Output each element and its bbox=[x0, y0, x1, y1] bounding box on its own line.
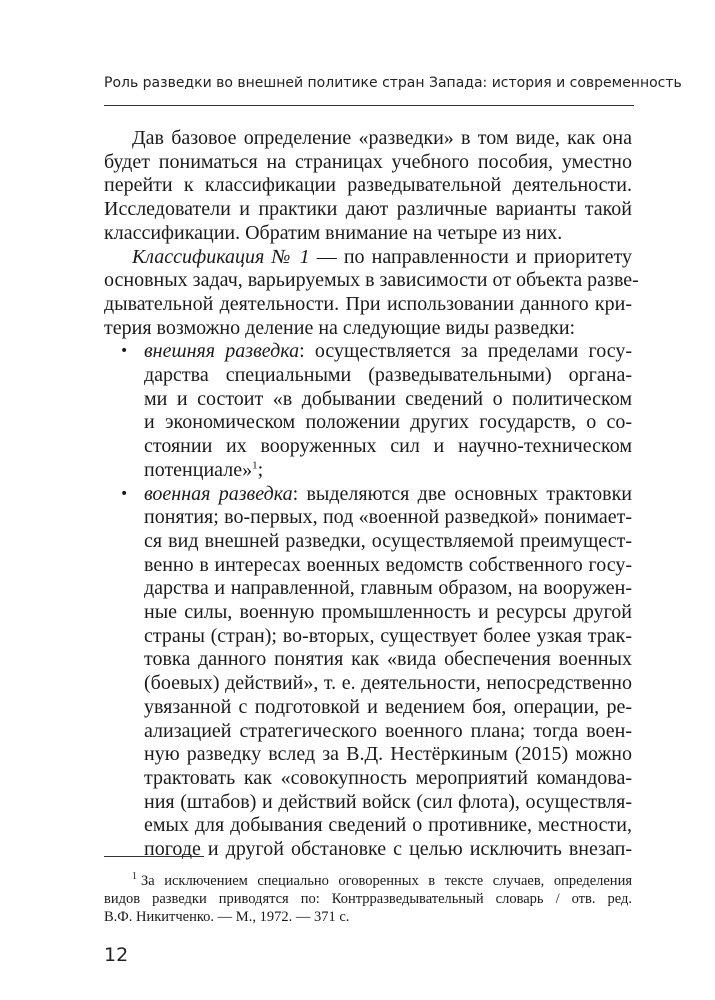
item-1-last-tail: ; bbox=[257, 458, 264, 481]
item-2-line-5: дарства и направленной, главным образом, на вооружен- bbox=[144, 577, 632, 600]
item-1-last-text: потенциале» bbox=[144, 458, 253, 481]
item-2-line-9: (боевых) действий», т. е. деятельности, непосредственно bbox=[144, 672, 632, 695]
footnote-separator bbox=[104, 856, 204, 857]
item-2-line-1-rest: : выделяются две основных трактовки bbox=[292, 482, 633, 505]
bullet-marker: • bbox=[120, 485, 129, 502]
running-header: Роль разведки во внешней политике стран Запада: история и современность bbox=[104, 75, 682, 91]
paragraph-2-line-1-rest: — по направленности и приоритету bbox=[309, 245, 632, 268]
footnote-reference[interactable]: 1 bbox=[252, 459, 258, 472]
item-1-line-1 bbox=[104, 340, 632, 364]
item-2-line-14: ния (штабов) и действий войск (сил флота), осуществля- bbox=[144, 790, 632, 813]
item-2-line-13: трактовать как «совокупность мероприятий командова- bbox=[144, 766, 632, 789]
paragraph-2-line-4: терия возможно деление на следующие виды разведки: bbox=[104, 316, 576, 339]
page-number: 12 bbox=[104, 944, 129, 966]
body-text bbox=[104, 127, 639, 862]
paragraph-2-line-1 bbox=[104, 246, 632, 270]
footnote bbox=[104, 872, 632, 926]
paragraph-1-line-4: Исследователи и практики дают различные варианты такой bbox=[104, 198, 632, 221]
footnote-marker: 1 bbox=[132, 871, 137, 883]
paragraph-1-line-2: будет пониматься на страницах учебного пособия, уместно bbox=[104, 150, 632, 173]
item-2-line-6: ные силы, военную промышленность и ресурсы другой bbox=[144, 601, 632, 624]
item-1-line-1-rest: : осуществляется за пределами госу- bbox=[299, 340, 632, 363]
item-2-line-15: емых для добывания сведений о противнике, местности, bbox=[144, 814, 632, 837]
item-2-line-2: понятия; во-первых, под «военной разведкой» понимает- bbox=[144, 506, 632, 529]
classification-label: Классификация № 1 bbox=[132, 245, 310, 268]
item-2-term: военная разведка bbox=[144, 482, 293, 505]
footnote-line-1 bbox=[104, 872, 632, 890]
item-2-line-7: страны (стран); во-вторых, существует более узкая трак- bbox=[144, 624, 632, 647]
footnote-line-3: В.Ф. Никитченко. — М., 1972. — 371 с. bbox=[104, 909, 350, 925]
item-2-line-4: венно в интересах военных ведомств собственного госу- bbox=[144, 553, 632, 576]
paragraph-2-line-2: основных задач, варьируемых в зависимости от объекта разве- bbox=[104, 269, 639, 292]
header-rule bbox=[104, 105, 634, 106]
item-2-line-1 bbox=[104, 483, 632, 507]
paragraph-1-line-1: Дав базовое определение «разведки» в том виде, как она bbox=[132, 127, 632, 149]
item-2-line-10: увязанной с подготовкой и ведением боя, операции, ре- bbox=[144, 695, 632, 718]
paragraph-1-line-3: перейти к классификации разведывательной деятельности. bbox=[104, 174, 632, 197]
item-2-line-8: товка данного понятия как «вида обеспечения военных bbox=[144, 648, 632, 671]
item-2-line-3: ся вид внешней разведки, осуществляемой преимущест- bbox=[144, 529, 632, 552]
item-2-line-11: ализацией стратегического военного плана; тогда воен- bbox=[144, 719, 632, 742]
paragraph-2-line-3: дывательной деятельности. При использовании данного кри- bbox=[104, 292, 632, 315]
item-1-term: внешняя разведка bbox=[144, 340, 300, 363]
paragraph-1-line-5: классификации. Обратим внимание на четыре из них. bbox=[104, 221, 563, 244]
item-2-line-12: ную разведку вслед за В.Д. Нестёркиным (2015) можно bbox=[144, 743, 632, 766]
item-1-line-3: ми и состоит «в добывании сведений о политическом bbox=[144, 387, 632, 410]
item-2-line-16: погоде и другой обстановке с целью исключить внезап- bbox=[144, 838, 632, 861]
footnote-line-2: видов разведки приводятся по: Контрразведывательный словарь / отв. ред. bbox=[104, 891, 632, 907]
item-1-line-4: и экономическом положении других государств, о со- bbox=[144, 411, 632, 434]
footnote-line-1-text: За исключением специально оговоренных в тексте случаев, определения bbox=[141, 873, 632, 889]
item-1-line-6 bbox=[104, 459, 632, 483]
item-1-line-5: стоянии их вооруженных сил и научно-техническом bbox=[144, 435, 632, 458]
bullet-marker: • bbox=[120, 343, 129, 360]
item-1-line-2: дарства специальными (разведывательными) органа- bbox=[144, 364, 632, 387]
